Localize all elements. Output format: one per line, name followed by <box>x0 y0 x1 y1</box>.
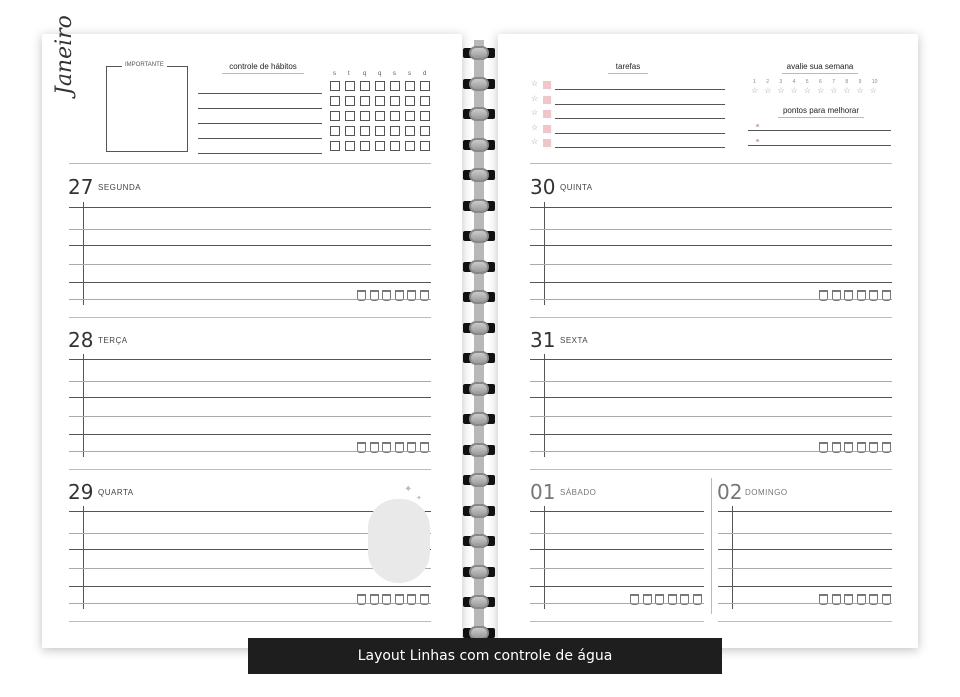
habit-checkbox[interactable] <box>390 111 400 121</box>
spiral-ring <box>463 199 495 213</box>
water-cup-icon[interactable] <box>370 594 379 605</box>
task-star-icon: ☆ <box>531 108 539 117</box>
habit-line <box>198 153 322 154</box>
spiral-ring <box>463 534 495 548</box>
habit-checkbox[interactable] <box>360 96 370 106</box>
task-line <box>555 118 725 119</box>
habits-title-text: controle de hábitos <box>229 62 297 71</box>
rate-star-icon[interactable]: ☆ <box>817 86 825 95</box>
habit-day-label: q <box>363 71 367 77</box>
day-margin-line <box>544 354 545 457</box>
water-cup-icon[interactable] <box>819 594 828 605</box>
task-star-icon: ☆ <box>531 137 539 146</box>
task-star-icon: ☆ <box>531 79 539 88</box>
writing-line <box>530 549 704 550</box>
writing-line <box>718 549 892 550</box>
spiral-ring <box>463 595 495 609</box>
day-margin-line <box>544 506 545 609</box>
habit-checkbox[interactable] <box>390 141 400 151</box>
habit-checkbox[interactable] <box>420 81 430 91</box>
habit-line <box>198 138 322 139</box>
writing-line <box>69 416 431 417</box>
ring-wire <box>469 199 489 213</box>
habit-checkbox[interactable] <box>345 81 355 91</box>
water-cup-icon[interactable] <box>844 442 853 453</box>
habit-day-label: s <box>393 71 396 77</box>
writing-line <box>69 434 431 435</box>
day-margin-line <box>83 506 84 609</box>
habit-checkbox[interactable] <box>360 126 370 136</box>
water-cup-icon[interactable] <box>680 594 689 605</box>
caption-text: Layout Linhas com controle de água <box>357 648 613 664</box>
writing-line <box>69 229 431 230</box>
water-cup-icon[interactable] <box>832 442 841 453</box>
improve-bullet <box>756 139 759 142</box>
spiral-ring <box>463 229 495 243</box>
habit-line <box>198 108 322 109</box>
day-name-segunda: SEGUNDA <box>98 183 142 192</box>
day-margin-line <box>732 506 733 609</box>
habit-checkbox[interactable] <box>330 111 340 121</box>
water-cup-icon[interactable] <box>370 290 379 301</box>
habit-checkbox[interactable] <box>405 111 415 121</box>
day-divider <box>69 621 431 622</box>
writing-line <box>530 229 892 230</box>
spiral-ring <box>463 46 495 60</box>
day-divider <box>530 621 704 622</box>
water-cup-icon[interactable] <box>882 290 891 301</box>
task-star-icon: ☆ <box>531 93 539 103</box>
rate-star-icon[interactable]: ☆ <box>751 86 759 95</box>
right-header-divider <box>530 163 892 164</box>
habit-checkbox[interactable] <box>375 96 385 106</box>
improve-line <box>748 130 891 131</box>
sparkle-icon-small: ✦ <box>416 495 422 502</box>
left-header-divider <box>69 163 431 164</box>
habit-checkbox[interactable] <box>390 126 400 136</box>
writing-line <box>69 207 431 208</box>
water-cup-icon[interactable] <box>630 594 639 605</box>
rate-star-icon[interactable]: ☆ <box>764 86 772 95</box>
improve-line <box>748 145 891 146</box>
writing-line <box>530 381 892 382</box>
decorative-blob <box>368 499 430 583</box>
day-name-terca: TERÇA <box>98 336 128 345</box>
habit-checkbox[interactable] <box>390 81 400 91</box>
water-cup-icon[interactable] <box>882 442 891 453</box>
task-checkbox[interactable] <box>543 139 551 147</box>
writing-line <box>530 533 704 534</box>
writing-line <box>530 282 892 283</box>
water-cup-icon[interactable] <box>357 290 366 301</box>
rate-star-icon[interactable]: ☆ <box>856 86 864 95</box>
rate-star-icon[interactable]: ☆ <box>869 86 877 95</box>
month-label <box>52 15 77 95</box>
sparkle-icon: ✦ <box>404 484 413 495</box>
day-number-28: 28 <box>68 328 94 352</box>
habit-checkbox[interactable] <box>360 111 370 121</box>
writing-line <box>530 434 892 435</box>
water-cup-icon[interactable] <box>357 442 366 453</box>
rate-number: 3 <box>779 79 783 85</box>
task-line <box>555 104 725 105</box>
water-cup-icon[interactable] <box>395 442 404 453</box>
task-line <box>555 89 725 90</box>
ring-wire <box>469 565 489 579</box>
day-name-quarta: QUARTA <box>98 488 134 497</box>
day-divider <box>530 317 892 318</box>
habit-checkbox[interactable] <box>375 126 385 136</box>
spiral-ring <box>463 473 495 487</box>
day-number-30: 30 <box>530 175 556 199</box>
water-cup-icon[interactable] <box>882 594 891 605</box>
writing-line <box>530 397 892 398</box>
ring-wire <box>469 382 489 396</box>
day-name-domingo: DOMINGO <box>745 488 788 497</box>
writing-line <box>530 603 704 604</box>
habit-checkbox[interactable] <box>375 141 385 151</box>
water-cup-icon[interactable] <box>869 442 878 453</box>
tasks-title-text: tarefas <box>615 62 641 71</box>
habit-checkbox[interactable] <box>420 126 430 136</box>
day-number-31: 31 <box>530 328 556 352</box>
habit-checkbox[interactable] <box>420 96 430 106</box>
ring-wire <box>469 534 489 548</box>
habit-checkbox[interactable] <box>330 96 340 106</box>
habit-day-label: s <box>333 71 336 77</box>
important-label: IMPORTANTE <box>122 62 167 68</box>
writing-line <box>69 359 431 360</box>
writing-line <box>530 207 892 208</box>
water-cup-icon[interactable] <box>844 594 853 605</box>
ring-wire <box>469 473 489 487</box>
writing-line <box>530 245 892 246</box>
rate-star-icon[interactable]: ☆ <box>777 86 785 95</box>
spiral-ring <box>463 382 495 396</box>
habit-line <box>198 123 322 124</box>
day-name-quinta: QUINTA <box>560 183 593 192</box>
water-cup-icon[interactable] <box>420 594 429 605</box>
habit-checkbox[interactable] <box>330 81 340 91</box>
day-divider <box>530 469 892 470</box>
rate-number: 1 <box>753 79 756 85</box>
water-cup-icon[interactable] <box>370 442 379 453</box>
day-name-sexta: SEXTA <box>560 336 589 345</box>
spiral-ring <box>463 290 495 304</box>
spiral-ring <box>463 351 495 365</box>
water-cup-icon[interactable] <box>420 290 429 301</box>
habits-title <box>222 62 304 74</box>
day-margin-line <box>83 202 84 305</box>
ring-wire <box>469 504 489 518</box>
ring-wire <box>469 443 489 457</box>
ring-wire <box>469 77 489 91</box>
writing-line <box>718 568 892 569</box>
writing-line <box>530 511 704 512</box>
ring-wire <box>469 412 489 426</box>
ring-wire <box>469 168 489 182</box>
habit-checkbox[interactable] <box>375 111 385 121</box>
ring-wire <box>469 321 489 335</box>
ring-wire <box>469 46 489 60</box>
water-cup-icon[interactable] <box>693 594 702 605</box>
writing-line <box>69 397 431 398</box>
habit-checkbox[interactable] <box>405 96 415 106</box>
tasks-title <box>608 62 648 74</box>
spiral-ring <box>463 443 495 457</box>
writing-line <box>69 264 431 265</box>
water-cup-icon[interactable] <box>857 442 866 453</box>
task-line <box>555 147 725 148</box>
day-number-27: 27 <box>68 175 94 199</box>
water-cup-icon[interactable] <box>832 594 841 605</box>
rate-number: 6 <box>819 79 822 85</box>
rate-number: 4 <box>792 79 796 85</box>
rate-star-icon[interactable]: ☆ <box>830 86 838 95</box>
water-cup-icon[interactable] <box>844 290 853 301</box>
habit-checkbox[interactable] <box>420 111 430 121</box>
water-cup-icon[interactable] <box>382 594 391 605</box>
water-cup-icon[interactable] <box>407 442 416 453</box>
water-cup-icon[interactable] <box>819 290 828 301</box>
improve-title-text: pontos para melhorar <box>782 106 860 115</box>
day-margin-line <box>83 354 84 457</box>
writing-line <box>69 381 431 382</box>
rate-star-icon[interactable]: ☆ <box>803 86 811 95</box>
rate-star-icon[interactable]: ☆ <box>790 86 798 95</box>
habit-day-label: s <box>408 71 411 77</box>
day-divider <box>69 469 431 470</box>
habit-checkbox[interactable] <box>390 96 400 106</box>
writing-line <box>718 533 892 534</box>
habit-checkbox[interactable] <box>375 81 385 91</box>
ring-wire <box>469 138 489 152</box>
habit-checkbox[interactable] <box>405 126 415 136</box>
day-margin-line <box>544 202 545 305</box>
month-text: Janeiro <box>52 15 77 95</box>
rate-number: 10 <box>871 79 878 85</box>
water-cup-icon[interactable] <box>395 290 404 301</box>
day-name-sabado: SÁBADO <box>560 488 597 497</box>
day-divider <box>718 621 892 622</box>
habit-checkbox[interactable] <box>345 96 355 106</box>
improve-title <box>778 106 864 118</box>
important-box <box>106 66 188 152</box>
habit-checkbox[interactable] <box>345 111 355 121</box>
spiral-ring <box>463 321 495 335</box>
habit-line <box>198 93 322 94</box>
ring-wire <box>469 229 489 243</box>
water-cup-icon[interactable] <box>643 594 652 605</box>
rate-title <box>782 62 858 74</box>
habit-checkbox[interactable] <box>360 81 370 91</box>
writing-line <box>718 511 892 512</box>
spiral-ring <box>463 504 495 518</box>
writing-line <box>530 359 892 360</box>
task-checkbox[interactable] <box>543 125 551 133</box>
writing-line <box>530 586 704 587</box>
water-cup-icon[interactable] <box>395 594 404 605</box>
water-cup-icon[interactable] <box>832 290 841 301</box>
water-cup-icon[interactable] <box>357 594 366 605</box>
task-checkbox[interactable] <box>543 96 551 104</box>
habit-checkbox[interactable] <box>420 141 430 151</box>
spiral-ring <box>463 260 495 274</box>
spiral-ring <box>463 107 495 121</box>
water-cup-icon[interactable] <box>407 290 416 301</box>
spiral-ring <box>463 565 495 579</box>
day-divider <box>69 317 431 318</box>
ring-wire <box>469 107 489 121</box>
spiral-ring <box>463 77 495 91</box>
ring-wire <box>469 290 489 304</box>
water-cup-icon[interactable] <box>668 594 677 605</box>
habit-checkbox[interactable] <box>405 141 415 151</box>
writing-line <box>69 586 431 587</box>
habit-checkbox[interactable] <box>360 141 370 151</box>
spiral-ring <box>463 412 495 426</box>
habit-checkbox[interactable] <box>345 141 355 151</box>
writing-line <box>69 282 431 283</box>
caption-banner <box>248 638 722 674</box>
water-cup-icon[interactable] <box>857 290 866 301</box>
ring-wire <box>469 351 489 365</box>
habit-day-label: d <box>423 71 427 77</box>
improve-bullet <box>756 124 759 127</box>
rate-star-icon[interactable]: ☆ <box>843 86 851 95</box>
habit-checkbox[interactable] <box>330 126 340 136</box>
ring-wire <box>469 595 489 609</box>
rate-number: 5 <box>805 79 809 85</box>
water-cup-icon[interactable] <box>819 442 828 453</box>
writing-line <box>718 586 892 587</box>
day-number-29: 29 <box>68 480 94 504</box>
rate-title-text: avalie sua semana <box>786 62 854 71</box>
weekend-divider <box>711 478 712 614</box>
task-star-icon: ☆ <box>531 122 539 132</box>
ring-wire <box>469 260 489 274</box>
task-checkbox[interactable] <box>543 110 551 118</box>
water-cup-icon[interactable] <box>407 594 416 605</box>
writing-line <box>69 245 431 246</box>
water-cup-icon[interactable] <box>869 594 878 605</box>
water-cup-icon[interactable] <box>857 594 866 605</box>
rate-number: 9 <box>858 79 862 85</box>
day-number-02: 02 <box>717 480 743 504</box>
habit-checkbox[interactable] <box>345 126 355 136</box>
rate-number: 2 <box>766 79 769 85</box>
rate-number: 8 <box>845 79 849 85</box>
rate-number: 7 <box>832 79 835 85</box>
habit-day-label: q <box>378 71 382 77</box>
habit-day-label: t <box>348 71 350 77</box>
spiral-spine <box>474 40 484 640</box>
water-cup-icon[interactable] <box>869 290 878 301</box>
habit-checkbox[interactable] <box>405 81 415 91</box>
writing-line <box>718 603 892 604</box>
writing-line <box>530 568 704 569</box>
writing-line <box>530 416 892 417</box>
spiral-ring <box>463 138 495 152</box>
water-cup-icon[interactable] <box>382 290 391 301</box>
task-checkbox[interactable] <box>543 81 551 89</box>
water-cup-icon[interactable] <box>420 442 429 453</box>
water-cup-icon[interactable] <box>382 442 391 453</box>
spiral-ring <box>463 168 495 182</box>
habit-checkbox[interactable] <box>330 141 340 151</box>
water-cup-icon[interactable] <box>655 594 664 605</box>
day-number-01: 01 <box>530 480 556 504</box>
task-line <box>555 133 725 134</box>
writing-line <box>530 264 892 265</box>
